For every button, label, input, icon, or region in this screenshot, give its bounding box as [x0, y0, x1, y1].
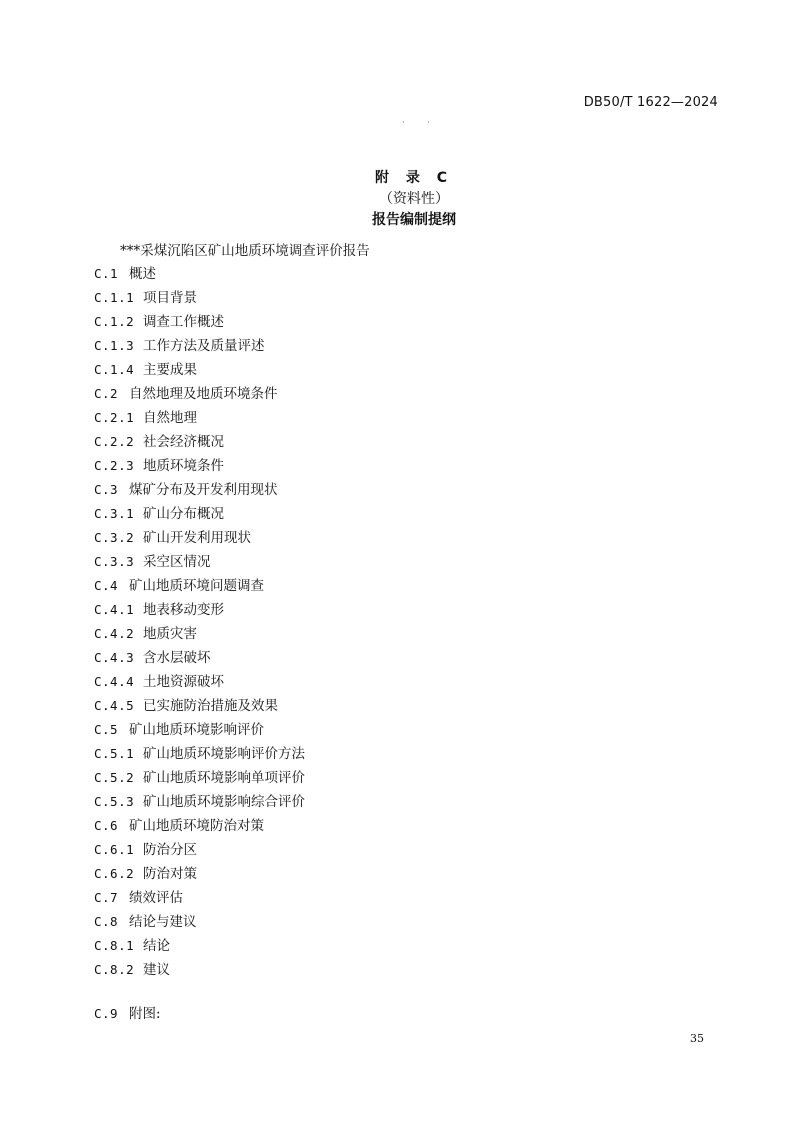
outline-number: C.3.2 [94, 530, 135, 545]
appendix-title: 附 录 C [374, 170, 454, 186]
outline-text: 自然地理 [143, 410, 197, 426]
outline-text: 矿山地质环境防治对策 [129, 818, 264, 834]
outline-text: 矿山地质环境影响评价 [129, 722, 264, 738]
appendix-nature: （资料性） [379, 191, 449, 207]
outline-number: C.4.2 [94, 626, 135, 641]
outline-item [94, 286, 305, 310]
outline-text: 主要成果 [143, 362, 197, 378]
outline-item [94, 334, 305, 358]
scan-dots: · · [402, 118, 440, 127]
outline-text: 矿山地质环境影响综合评价 [143, 794, 305, 810]
outline-number: C.8.1 [94, 938, 135, 953]
outline-text: 矿山开发利用现状 [143, 530, 251, 546]
outline-text: 结论 [143, 938, 170, 954]
outline-number: C.6.2 [94, 866, 135, 881]
outline-number: C.2 [94, 386, 119, 401]
outline-number: C.3.3 [94, 554, 135, 569]
document-code: DB50/T 1622—2024 [583, 95, 718, 110]
outline-item [94, 718, 305, 742]
outline-text: 矿山分布概况 [143, 506, 224, 522]
outline-number: C.1.3 [94, 338, 135, 353]
outline-text: 采空区情况 [143, 554, 211, 570]
outline-item [94, 862, 305, 886]
outline-number: C.5.1 [94, 746, 135, 761]
outline-item [94, 742, 305, 766]
outline-text: 建议 [143, 962, 170, 978]
outline-item [94, 358, 305, 382]
outline-list [94, 262, 305, 1026]
outline-text: 地表移动变形 [143, 602, 224, 618]
outline-item [94, 790, 305, 814]
outline-text: 土地资源破坏 [143, 674, 224, 690]
outline-item [94, 406, 305, 430]
outline-item [94, 382, 305, 406]
outline-number: C.1 [94, 266, 119, 281]
outline-text: 地质灾害 [143, 626, 197, 642]
outline-number: C.5.3 [94, 794, 135, 809]
outline-text: 矿山地质环境影响评价方法 [143, 746, 305, 762]
outline-item [94, 502, 305, 526]
outline-item [94, 310, 305, 334]
outline-text: 防治对策 [143, 866, 197, 882]
outline-number: C.5.2 [94, 770, 135, 785]
outline-item [94, 454, 305, 478]
outline-text: 已实施防治措施及效果 [143, 698, 278, 714]
appendix-heading: 报告编制提纲 [372, 212, 456, 228]
outline-number: C.1.1 [94, 290, 135, 305]
outline-number: C.2.2 [94, 434, 135, 449]
outline-text: 概述 [129, 266, 156, 282]
outline-number: C.5 [94, 722, 119, 737]
outline-number: C.1.2 [94, 314, 135, 329]
outline-item [94, 670, 305, 694]
outline-text: 社会经济概况 [143, 434, 224, 450]
outline-text: 矿山地质环境影响单项评价 [143, 770, 305, 786]
outline-text: 含水层破坏 [143, 650, 211, 666]
outline-item [94, 262, 305, 286]
outline-item [94, 430, 305, 454]
outline-item [94, 598, 305, 622]
outline-number: C.4.5 [94, 698, 135, 713]
outline-text: 地质环境条件 [143, 458, 224, 474]
outline-item [94, 886, 305, 910]
outline-text: 自然地理及地质环境条件 [129, 386, 278, 402]
outline-number: C.3.1 [94, 506, 135, 521]
outline-text: 煤矿分布及开发利用现状 [129, 482, 278, 498]
outline-item [94, 934, 305, 958]
outline-item [94, 766, 305, 790]
outline-number: C.6 [94, 818, 119, 833]
outline-number: C.7 [94, 890, 119, 905]
outline-text: 附图: [129, 1006, 161, 1022]
outline-number: C.4.4 [94, 674, 135, 689]
outline-number: C.9 [94, 1006, 119, 1021]
outline-text: 结论与建议 [129, 914, 197, 930]
outline-number: C.4 [94, 578, 119, 593]
outline-number: C.2.1 [94, 410, 135, 425]
outline-text: 防治分区 [143, 842, 197, 858]
outline-text: 工作方法及质量评述 [143, 338, 265, 354]
outline-spacer [94, 982, 305, 1002]
outline-number: C.6.1 [94, 842, 135, 857]
page-number: 35 [690, 1032, 704, 1045]
outline-text: 调查工作概述 [143, 314, 224, 330]
outline-number: C.4.1 [94, 602, 135, 617]
outline-item [94, 694, 305, 718]
outline-number: C.2.3 [94, 458, 135, 473]
report-name: ***采煤沉陷区矿山地质环境调查评价报告 [120, 243, 370, 259]
outline-text: 矿山地质环境问题调查 [129, 578, 264, 594]
outline-item [94, 526, 305, 550]
outline-item [94, 838, 305, 862]
outline-item [94, 910, 305, 934]
outline-number: C.4.3 [94, 650, 135, 665]
outline-item [94, 814, 305, 838]
outline-item [94, 478, 305, 502]
outline-item [94, 646, 305, 670]
outline-text: 绩效评估 [129, 890, 183, 906]
outline-item [94, 958, 305, 982]
outline-item [94, 574, 305, 598]
outline-text: 项目背景 [143, 290, 197, 306]
outline-item [94, 1002, 305, 1026]
outline-number: C.8.2 [94, 962, 135, 977]
outline-number: C.1.4 [94, 362, 135, 377]
outline-item [94, 622, 305, 646]
outline-number: C.3 [94, 482, 119, 497]
outline-number: C.8 [94, 914, 119, 929]
outline-item [94, 550, 305, 574]
appendix-title-block [0, 168, 794, 231]
